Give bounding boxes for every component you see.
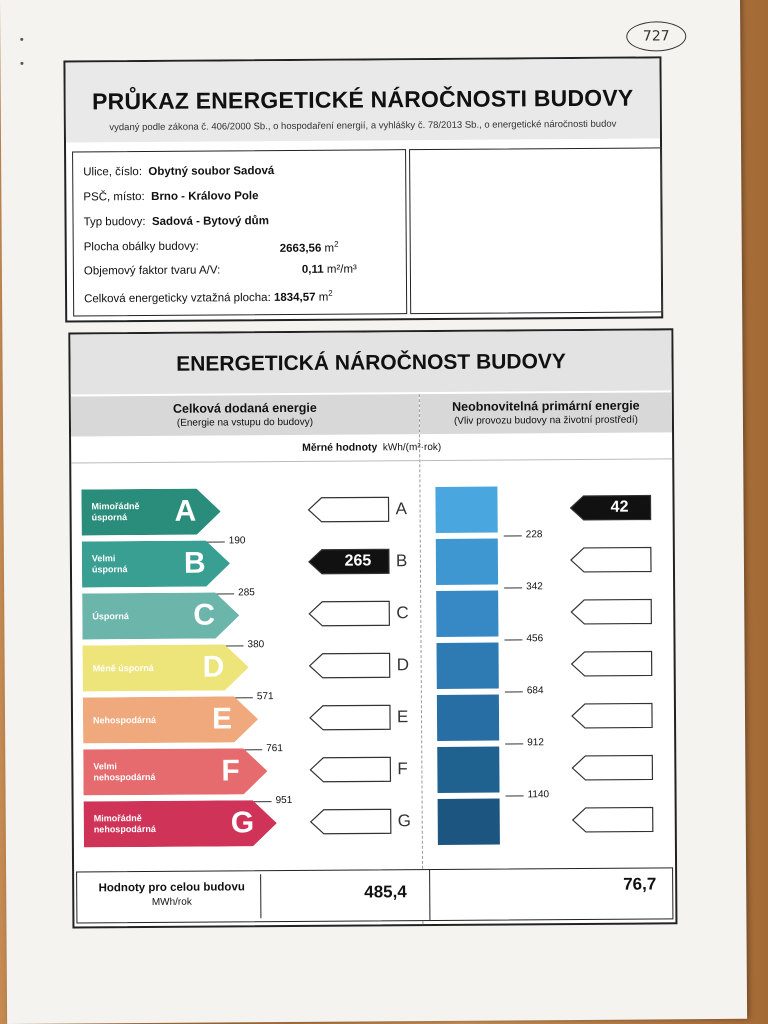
delivered-threshold-value: 190 bbox=[228, 535, 246, 547]
delivered-threshold-value: 571 bbox=[256, 691, 274, 703]
totals-divider bbox=[429, 870, 430, 920]
city-label: PSČ, místo: bbox=[83, 190, 145, 204]
street-label: Ulice, číslo: bbox=[83, 166, 143, 179]
energy-class-label-line1: Velmi bbox=[91, 553, 116, 564]
delivered-energy-marker-b bbox=[308, 548, 390, 575]
handwritten-page-number: 727 bbox=[626, 21, 686, 51]
energy-class-label bbox=[92, 611, 129, 622]
punch-dot bbox=[20, 62, 23, 65]
energy-class-label-line1: Méně úsporná bbox=[92, 662, 154, 674]
delivered-energy-marker-e bbox=[309, 704, 391, 731]
primary-energy-band-g bbox=[438, 799, 500, 845]
whole-building-totals bbox=[76, 867, 673, 923]
column-divider bbox=[419, 394, 424, 924]
energy-class-letter: C bbox=[193, 598, 216, 632]
energy-class-bar-c bbox=[82, 592, 239, 639]
primary-threshold-value: 228 bbox=[525, 529, 543, 541]
building-photo-placeholder bbox=[409, 147, 662, 314]
envelope-unit: m bbox=[324, 242, 335, 255]
primary-threshold-value: 1140 bbox=[527, 789, 550, 801]
envelope-row bbox=[84, 241, 199, 254]
primary-energy-marker-e bbox=[571, 702, 653, 729]
energy-performance-section bbox=[68, 328, 677, 928]
shape-unit: m²/m³ bbox=[326, 263, 357, 276]
primary-energy-band-d bbox=[436, 643, 498, 689]
delivered-energy-marker-d bbox=[309, 652, 391, 679]
primary-threshold-arrow bbox=[504, 639, 522, 640]
type-label: Typ budovy: bbox=[83, 215, 146, 229]
energy-class-label bbox=[93, 761, 155, 783]
primary-energy-subtitle: (Vliv provozu budovy na životní prostředí) bbox=[453, 414, 638, 427]
specific-values-label: Měrné hodnoty bbox=[302, 441, 378, 454]
total-delivered-energy: 485,4 bbox=[364, 882, 407, 902]
energy-class-label-line2: nehospodárná bbox=[93, 823, 156, 835]
area-unit: m bbox=[318, 291, 329, 304]
totals-label: Hodnoty pro celou budovu bbox=[98, 881, 245, 895]
energy-class-letter: F bbox=[221, 754, 240, 788]
energy-class-label bbox=[92, 501, 140, 523]
delivered-energy-marker-c bbox=[308, 600, 390, 627]
energy-class-label-line1: Mimořádně bbox=[91, 501, 140, 512]
primary-energy-band-c bbox=[436, 591, 498, 637]
type-value: Sadová - Bytový dům bbox=[151, 215, 269, 228]
energy-class-label bbox=[92, 553, 128, 575]
primary-energy-header bbox=[420, 392, 672, 434]
type-row bbox=[84, 215, 269, 228]
marker-class-letter: A bbox=[395, 499, 407, 519]
energy-class-label-line1: Nehospodárná bbox=[92, 714, 157, 726]
primary-energy-band-e bbox=[437, 695, 499, 741]
shape-value-row bbox=[302, 264, 357, 276]
energy-class-bar-f bbox=[83, 748, 267, 795]
marker-class-letter: G bbox=[397, 811, 412, 831]
energy-class-letter: B bbox=[183, 546, 206, 580]
certificate-header bbox=[63, 56, 663, 322]
shape-label: Objemový faktor tvaru A/V: bbox=[83, 264, 221, 278]
area-label: Celková energeticky vztažná plocha: bbox=[84, 291, 271, 306]
energy-class-bar-g bbox=[84, 800, 277, 847]
energy-class-letter: E bbox=[211, 702, 233, 736]
energy-class-letter: G bbox=[230, 806, 255, 840]
primary-energy-marker-a bbox=[569, 494, 651, 521]
primary-threshold-value: 342 bbox=[526, 581, 543, 593]
primary-threshold-value: 684 bbox=[526, 685, 544, 697]
section-title: ENERGETICKÁ NÁROČNOST BUDOVY bbox=[70, 330, 671, 394]
delivered-threshold-value: 951 bbox=[275, 794, 293, 807]
delivered-threshold-value: 285 bbox=[238, 587, 255, 599]
punch-dot bbox=[20, 38, 23, 41]
street-row bbox=[83, 165, 274, 178]
area-value: 1834,57 bbox=[273, 291, 316, 304]
energy-class-label-line1: Úsporná bbox=[92, 611, 129, 622]
delivered-energy-title: Celková dodaná energie bbox=[172, 400, 317, 416]
marker-value: 265 bbox=[344, 552, 372, 570]
building-info-box bbox=[72, 149, 407, 316]
specific-values-row bbox=[71, 433, 672, 463]
certificate-subtitle: vydaný podle zákona č. 406/2000 Sb., o hospodaření energií, a vyhlášky č. 78/2013 Sb., o energetické náročnosti budov bbox=[109, 118, 617, 134]
marker-value: 42 bbox=[610, 498, 629, 516]
primary-energy-marker-b bbox=[570, 546, 652, 573]
delivered-energy-header bbox=[71, 394, 419, 436]
delivered-threshold-value: 380 bbox=[247, 639, 265, 651]
primary-threshold-arrow bbox=[505, 743, 523, 744]
primary-threshold-value: 456 bbox=[526, 633, 544, 645]
delivered-energy-marker-f bbox=[309, 756, 391, 783]
energy-class-bar-e bbox=[83, 696, 258, 743]
city-row bbox=[83, 190, 258, 203]
marker-class-letter: C bbox=[396, 603, 409, 623]
energy-class-label-line2: nehospodárná bbox=[93, 771, 156, 783]
marker-class-letter: B bbox=[395, 551, 408, 571]
delivered-threshold-value: 761 bbox=[266, 743, 283, 755]
energy-class-letter: D bbox=[202, 650, 225, 684]
energy-class-label bbox=[94, 813, 156, 835]
totals-label-box bbox=[83, 874, 261, 919]
energy-class-bar-b bbox=[82, 540, 230, 587]
primary-threshold-arrow bbox=[504, 535, 522, 536]
energy-class-label-line1: Velmi bbox=[93, 761, 117, 772]
primary-energy-band-f bbox=[437, 747, 499, 793]
area-row: Celková energeticky vztažná plocha: 1834,57 $m^2$ bbox=[84, 288, 333, 306]
energy-class-bar-d bbox=[83, 644, 249, 691]
primary-energy-band-a bbox=[435, 487, 497, 533]
envelope-label: Plocha obálky budovy: bbox=[83, 240, 199, 254]
energy-class-label-line2: úsporná bbox=[91, 512, 128, 523]
totals-unit: MWh/rok bbox=[151, 896, 192, 908]
primary-energy-band-b bbox=[436, 539, 498, 585]
primary-energy-marker-f bbox=[571, 754, 653, 781]
envelope-value-row: 2663,56 $m^2$ bbox=[279, 239, 339, 255]
shape-value: 0,11 bbox=[301, 263, 324, 276]
energy-class-bar-a bbox=[81, 488, 220, 535]
primary-threshold-arrow bbox=[506, 795, 524, 796]
total-primary-energy: 76,7 bbox=[623, 874, 657, 894]
specific-values-unit: kWh/(m²·rok) bbox=[382, 441, 442, 454]
primary-threshold-value: 912 bbox=[527, 737, 544, 749]
envelope-value: 2663,56 bbox=[279, 242, 322, 255]
city-value: Brno - Královo Pole bbox=[151, 190, 259, 203]
marker-class-letter: F bbox=[397, 759, 408, 779]
street-value: Obytný soubor Sadová bbox=[148, 165, 275, 178]
primary-energy-marker-c bbox=[570, 598, 652, 625]
marker-class-letter: D bbox=[396, 655, 409, 675]
energy-class-label bbox=[93, 715, 156, 726]
primary-energy-marker-d bbox=[571, 650, 653, 677]
marker-class-letter: E bbox=[396, 707, 409, 727]
energy-class-label bbox=[93, 663, 154, 674]
energy-class-letter: A bbox=[174, 494, 197, 528]
primary-energy-marker-g bbox=[572, 806, 654, 833]
certificate-title: PRŮKAZ ENERGETICKÉ NÁROČNOSTI BUDOVY bbox=[91, 84, 634, 115]
energy-class-label-line2: úsporná bbox=[91, 564, 128, 575]
primary-energy-title: Neobnovitelná primární energie bbox=[452, 398, 640, 414]
primary-threshold-arrow bbox=[505, 691, 523, 692]
delivered-energy-subtitle: (Energie na vstupu do budovy) bbox=[176, 416, 314, 429]
primary-threshold-arrow bbox=[504, 587, 522, 588]
energy-class-label-line1: Mimořádně bbox=[93, 813, 142, 824]
delivered-energy-marker-a bbox=[307, 496, 389, 523]
delivered-energy-marker-g bbox=[310, 808, 392, 835]
shape-row bbox=[84, 264, 220, 277]
